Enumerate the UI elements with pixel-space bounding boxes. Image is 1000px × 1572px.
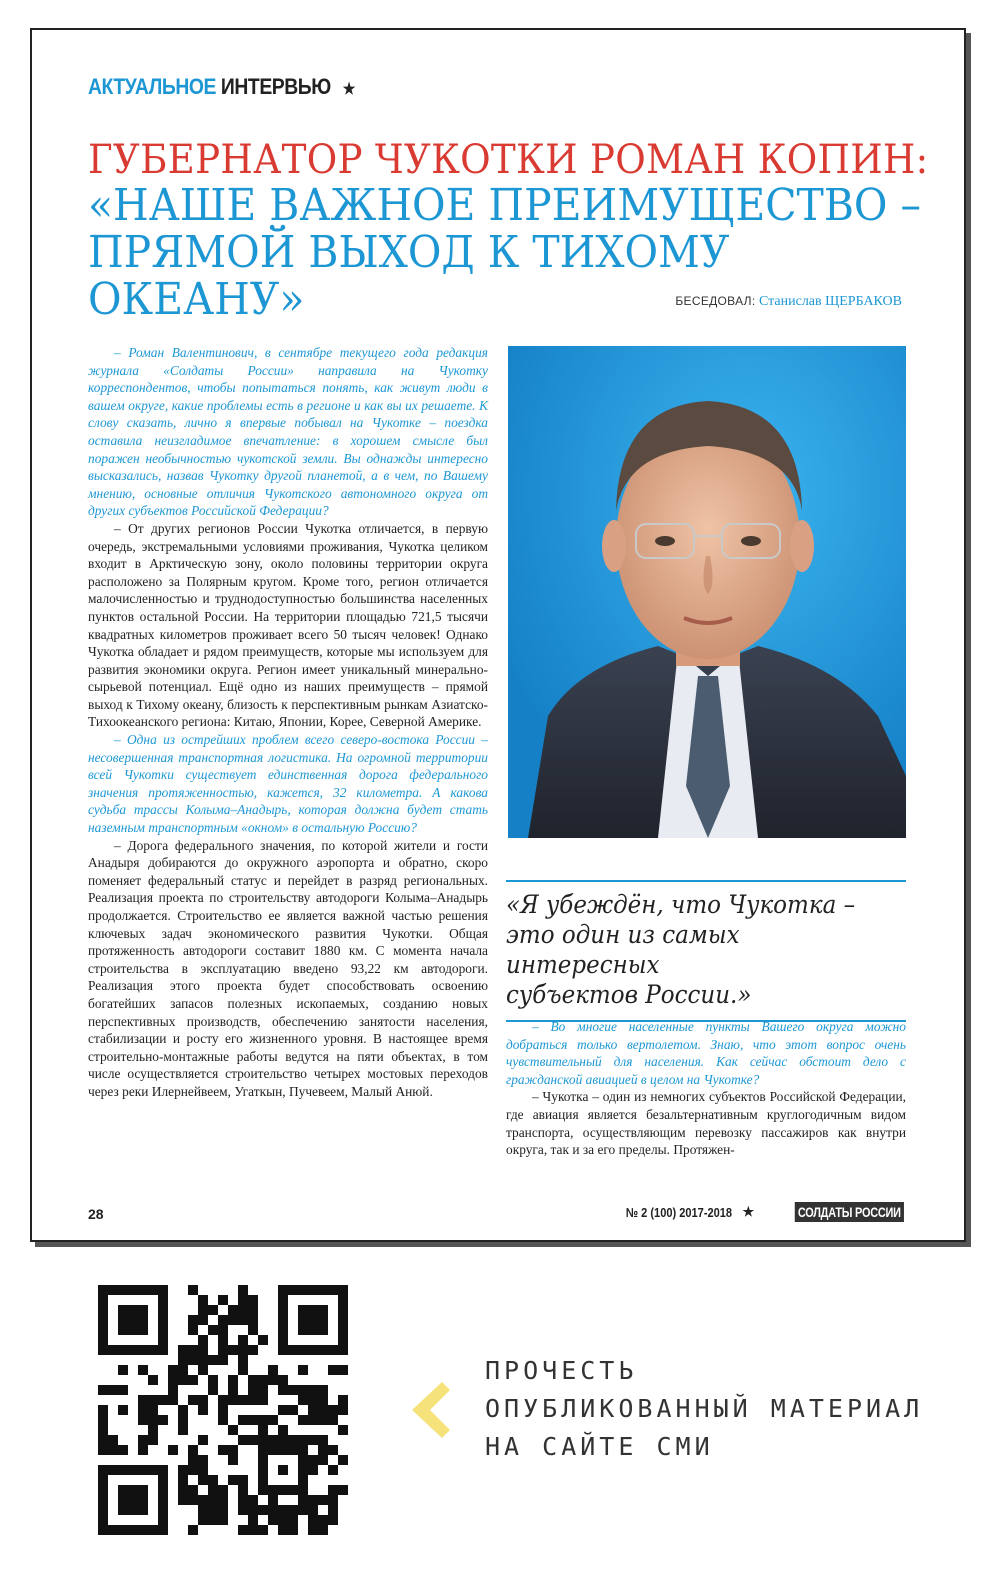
magazine-page <box>30 28 966 1242</box>
portrait-illustration <box>508 346 906 838</box>
interview-answer: – Дорога федерального значения, по которой жители и гости Анадыря добираются до окружного аэропорта и обратно, скоро поменяет федеральный статус и перейдет в разряд региональных. Реализация проекта по строительству автодороги Колыма–Анадырь продолжается. Строительство ее является важной частью решения ключевых задач экономического развития Чукотки. Общая протяженность автодороги составит 1880 км. С момента начала строительства в эксплуатацию введено 93,22 км автодороги. Реализация этого проекта будет способствовать освоению богатейших запасов полезных ископаемых, созданию новых перспективных производств, обеспечению занятости населения, стабилизации и росту его жизненного уровня. В настоящее время строительно-монтажные работы ведутся на пяти объектах, в том числе осуществляется строительство четырех мостовых переходов через реки Илернейвеем, Угаткын, Пучевеем, Малый Анюй. <box>88 837 488 1099</box>
issue-number: № 2 (100) 2017-2018 <box>626 1204 733 1220</box>
byline <box>675 294 902 310</box>
page-number: 28 <box>88 1206 104 1222</box>
headline-red-line: ГУБЕРНАТОР ЧУКОТКИ РОМАН КОПИН: <box>88 137 929 183</box>
right-column <box>506 1018 906 1159</box>
cta-line: ПРОЧЕСТЬ <box>485 1356 638 1385</box>
read-article-link[interactable] <box>485 1352 923 1466</box>
star-icon: ★ <box>342 81 355 98</box>
cta-line: НА САЙТЕ СМИ <box>485 1432 714 1461</box>
interview-question: – Роман Валентинович, в сентябре текущего года редакция журнала «Солдаты России» направила на Чукотку корреспондентов, чтобы попытаться понять, как живут люди в вашем округе, какие проблемы есть в регионе и как вы их решаете. К слову сказать, лично я впервые побывал на Чукотке – поездка оставила неизгладимое впечатление: в хорошем смысле был поражен необычностью чукотской земли. Вы однажды интересно высказались, назвав Чукотку другой планетой, а в чем, по Вашему мнению, основные отличия Чукотского автономного округа от других субъектов Российской Федерации? <box>88 345 488 519</box>
interview-answer: – Чукотка – один из немногих субъектов Российской Федерации, где авиация является безальтернативным круглогодичным видом транспорта, осуществляющим перевозку пассажиров как внутри округа, так и за его пределы. Протяжен- <box>506 1089 906 1158</box>
magazine-logo: СОЛДАТЫ РОССИИ <box>795 1202 904 1222</box>
rubric-part2: ИНТЕРВЬЮ <box>220 74 331 99</box>
cta-line: ОПУБЛИКОВАННЫЙ МАТЕРИАЛ <box>485 1394 924 1423</box>
headline-blue-line: ОКЕАНУ» <box>88 274 305 325</box>
byline-label: БЕСЕДОВАЛ: <box>675 294 756 308</box>
qr-code[interactable] <box>98 1285 348 1535</box>
left-column <box>88 344 488 1101</box>
star-icon: ★ <box>742 1204 755 1219</box>
byline-author: Станислав ЩЕРБАКОВ <box>758 294 902 309</box>
chevron-left-icon <box>402 1378 454 1442</box>
interview-question: – Во многие населенные пункты Вашего округа можно добраться только вертолетом. Знаю, что этот вопрос очень чувствительный для населения. Как сейчас обстоит дело с гражданской авиацией в целом на Чукотке? <box>506 1019 906 1087</box>
pull-quote <box>506 880 906 1022</box>
headline-blue-line: ПРЯМОЙ ВЫХОД К ТИХОМУ <box>88 227 730 278</box>
pull-quote-text: «Я убеждён, что Чукотка – это один из самых интересных субъектов России.» <box>506 890 856 1009</box>
interview-question: – Одна из острейших проблем всего северо-востока России – несовершенная транспортная логистика. На огромной территории всей Чукотки существует единственная дорога федерального значения протяженностью, кажется, 32 километра. А какова судьба трассы Колыма–Анадырь, которая должна будет стать наземным транспортным «окном» в остальную Россию? <box>88 732 488 836</box>
rubric-part1: АКТУАЛЬНОЕ <box>88 74 216 99</box>
rubric <box>88 74 355 100</box>
headline-blue-line: «НАШЕ ВАЖНОЕ ПРЕИМУЩЕСТВО – <box>88 180 921 231</box>
interview-answer: – От других регионов России Чукотка отличается, в первую очередь, экстремальными условиями проживания, Чукотка целиком входит в Арктическую зону, около половины территории округа расположено за Полярным кругом. Кроме того, регион отличается малочисленностью и труднодоступностью большинства населенных пунктов остальной России. На территории площадью 721,5 тысячи квадратных километров проживает всего 50 тысяч человек! Однако Чукотка обладает и рядом преимуществ, которые мы используем для развития экономики округа. Регион имеет уникальный минерально-сырьевой потенциал. Ещё одно из наших преимуществ – прямой выход к Тихому океану, близость к перспективным рынкам Азиатско-Тихоокеанского региона: Китаю, Японии, Корее, Северной Америке. <box>88 520 488 730</box>
portrait-photo <box>508 346 906 838</box>
page-footer <box>607 1202 904 1222</box>
